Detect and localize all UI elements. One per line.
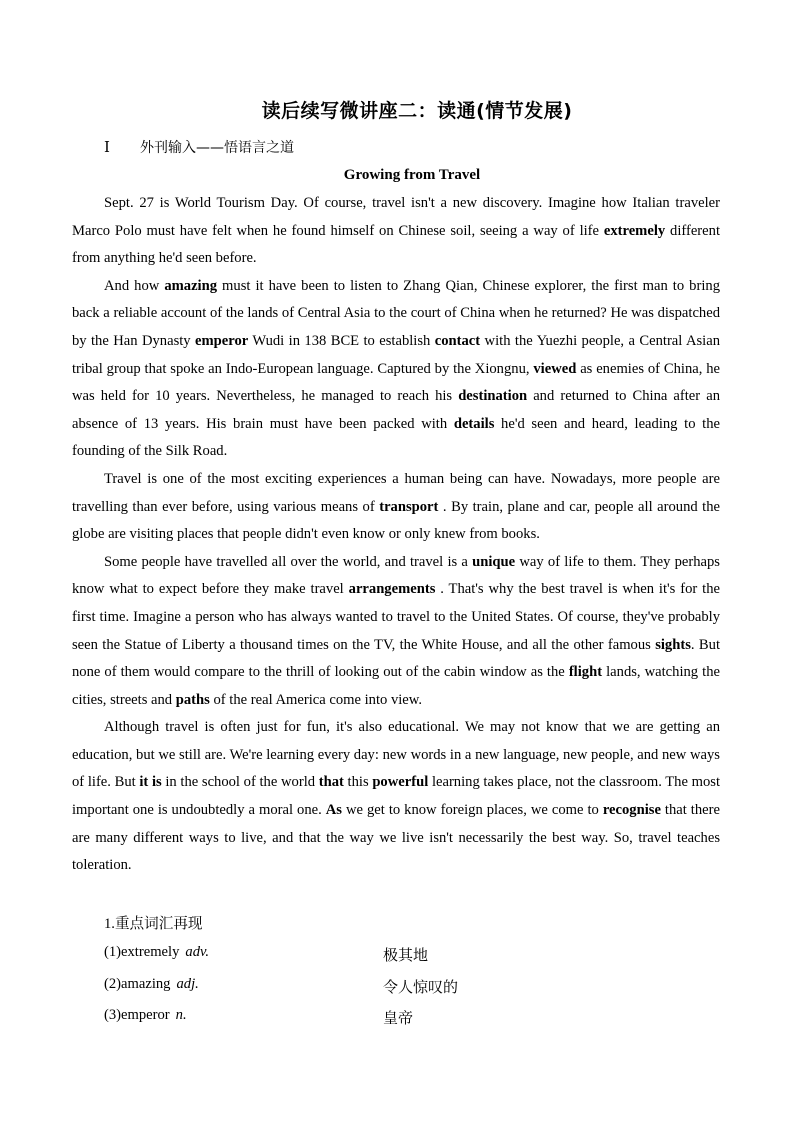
article-paragraph [72,549,720,715]
text-run: that there are many different ways to live, and that the way we live isn't necessarily the best way. So, travel teaches toleration. [72,802,720,874]
article-paragraph [72,714,720,880]
article-paragraph [72,190,720,273]
text-run: Some people have travelled all over the world, and travel is a [104,553,473,570]
article-paragraph [72,466,720,549]
vocab-meaning: 皇帝 [383,1009,414,1027]
key-word: recognise [602,802,661,819]
vocab-term [104,976,199,993]
article-paragraph [72,273,720,466]
section-label: 外刊输入——悟语言之道 [140,140,294,156]
key-word: transport [379,498,439,515]
vocab-term [104,1007,187,1024]
key-word: destination [458,388,528,405]
text-run: and returned to China after an absence of 13 years. His brain must have been packed with [72,388,721,432]
text-run: with the Yuezhi people, a Central Asian tribal group that spoke an Indo-European language. Captured by the Xiongnu, [72,332,720,377]
vocab-pos: adj. [176,976,199,992]
text-run: . That's why the best travel is when it's for the first time. Imagine a person who has always wanted to travel to the United States. Of course, they've probably seen the Statue of Liberty a thousand times on the TV, the White House, and all the other famous [72,581,720,653]
vocab-pos: n. [175,1007,187,1023]
text-run: . But none of them would compare to the thrill of looking out of the cabin window as the [72,636,720,681]
text-run: as enemies of China, he was held for 10 years. Nevertheless, he managed to reach his [72,360,720,405]
text-run: Travel is one of the most exciting experiences a human being can have. Nowadays, more people are travelling than ever before, using various means of [72,470,720,515]
vocab-word: amazing [121,976,171,992]
text-run: must it have been to listen to Zhang Qian, Chinese explorer, the first man to bring back a reliable account of the lands of Central Asia to the court of China when he returned? He was dispatched by the Han Dynasty [72,277,720,349]
key-word: that [318,774,344,791]
text-run: he'd seen and heard, leading to the founding of the Silk Road. [72,415,721,460]
vocab-index: (3) [104,1007,122,1023]
key-word: details [453,415,495,432]
vocab-pos: adv. [185,944,210,960]
text-run: lands, watching the cities, streets and [72,664,720,708]
key-word: sights [655,636,691,653]
key-word: As [325,802,342,819]
vocab-index: (2) [104,976,122,992]
text-run: . By train, plane and car, people all around the globe are visiting places that people didn't even know or only knew from books. [72,498,721,543]
vocab-word: extremely [121,944,180,960]
vocab-term [104,944,209,961]
vocab-index: (1) [104,944,122,960]
article-title: Growing from Travel [343,167,481,183]
text-run: Although travel is often just for fun, it's also educational. We may not know that we are getting an education, but we still are. We're learning every day: new words in a new language, new people, and new ways of life. But [72,719,720,791]
vocab-heading-label: 重点词汇再现 [114,915,203,932]
key-word: unique [472,553,516,570]
key-word: it is [139,774,162,791]
section-heading [104,137,294,157]
key-word: extremely [603,222,666,239]
article-body [72,190,720,880]
text-run: learning takes place, not the classroom. The most important one is undoubtedly a moral one. [72,774,720,819]
vocab-meaning: 令人惊叹的 [383,978,459,996]
page-title: 读后续写微讲座二：读通(情节发展) [261,100,573,122]
key-word: amazing [164,277,218,294]
vocab-meaning: 极其地 [383,946,429,964]
key-word: viewed [533,360,577,377]
text-run: different from anything he'd seen before. [72,222,720,267]
section-number: Ⅰ [104,140,110,156]
vocab-heading-number: 1. [104,916,115,932]
key-word: powerful [372,774,429,791]
text-run: And how [104,277,165,294]
text-run: we get to know foreign places, we come to [341,802,603,819]
key-word: emperor [195,332,249,349]
text-run: Sept. 27 is World Tourism Day. Of course, travel isn't a new discovery. Imagine how Italian traveler Marco Polo must have felt when he found himself on Chinese soil, seeing a way of life [72,195,720,239]
key-word: flight [568,664,603,681]
text-run: this [343,774,373,791]
key-word: arrangements [348,581,436,598]
text-run: Wudi in 138 BCE to establish [248,332,435,349]
text-run: of the real America come into view. [209,691,423,708]
vocab-heading [104,912,203,933]
vocab-word: emperor [121,1007,170,1023]
key-word: contact [434,332,481,349]
key-word: paths [175,691,210,708]
text-run: way of life to them. They perhaps know what to expect before they make travel [72,553,720,598]
text-run: in the school of the world [161,774,319,791]
